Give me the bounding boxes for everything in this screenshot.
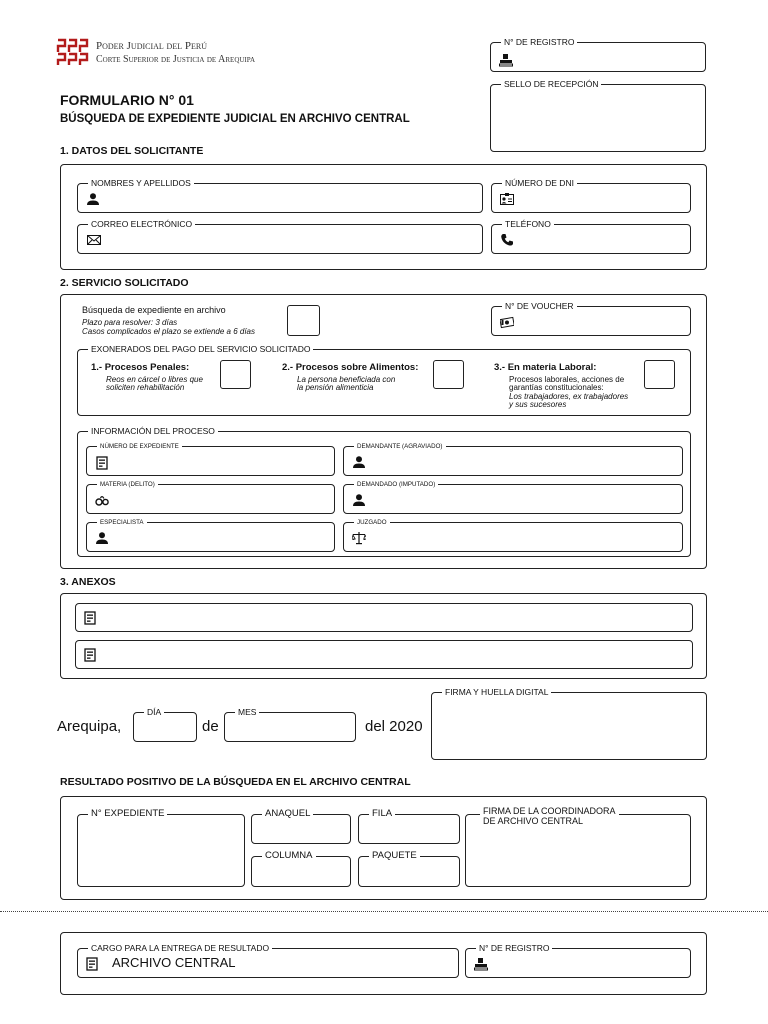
firma-huella-box[interactable] bbox=[431, 687, 707, 760]
voucher-icon bbox=[500, 315, 514, 329]
mail-icon bbox=[87, 233, 101, 247]
laboral-text-2: garantías constitucionales: bbox=[509, 383, 604, 392]
cargo-registro-field[interactable] bbox=[465, 943, 691, 978]
document-icon bbox=[85, 957, 99, 971]
cut-line bbox=[0, 911, 768, 912]
demandado-field[interactable] bbox=[343, 481, 683, 514]
laboral-text-1: Procesos laborales, acciones de bbox=[509, 375, 625, 384]
dni-field[interactable] bbox=[491, 178, 691, 213]
firma-coord-label-1: FIRMA DE LA COORDINADORA bbox=[480, 806, 619, 816]
fila-label: FILA bbox=[369, 809, 395, 819]
person-icon bbox=[352, 455, 366, 469]
dni-label: NÚMERO DE DNI bbox=[502, 178, 577, 188]
resultado-title: RESULTADO POSITIVO DE LA BÚSQUEDA EN EL ARCHIVO CENTRAL bbox=[60, 776, 411, 788]
registro-field[interactable] bbox=[490, 37, 706, 72]
laboral-text-4: y sus sucesores bbox=[509, 400, 567, 409]
section3-title: 3. ANEXOS bbox=[60, 576, 116, 588]
demandado-label: DEMANDADO (IMPUTADO) bbox=[354, 480, 438, 490]
exonerados-label: EXONERADOS DEL PAGO DEL SERVICIO SOLICITADO bbox=[88, 344, 313, 354]
sello-label: SELLO DE RECEPCIÓN bbox=[501, 79, 601, 89]
laboral-title: 3.- En materia Laboral: bbox=[494, 362, 597, 373]
materia-label: MATERIA (DELITO) bbox=[97, 480, 158, 490]
anaquel-label: ANAQUEL bbox=[262, 809, 313, 819]
columna-field[interactable] bbox=[251, 850, 351, 887]
penales-text-1: Reos en cárcel o libres que bbox=[106, 375, 203, 384]
id-card-icon bbox=[500, 192, 514, 206]
especialista-label: ESPECIALISTA bbox=[97, 518, 147, 528]
especialista-field[interactable] bbox=[86, 519, 335, 552]
expediente-field[interactable] bbox=[77, 808, 245, 887]
exonerados-box bbox=[77, 344, 691, 416]
document-icon bbox=[83, 611, 97, 625]
stamp-icon bbox=[499, 53, 513, 67]
voucher-label: N° DE VOUCHER bbox=[502, 301, 577, 311]
penales-text-2: soliciten rehabilitación bbox=[106, 383, 185, 392]
nombres-label: NOMBRES Y APELLIDOS bbox=[88, 178, 194, 188]
section1-box bbox=[60, 164, 707, 270]
handcuffs-icon bbox=[95, 493, 109, 507]
alimentos-checkbox[interactable] bbox=[433, 360, 464, 389]
materia-field[interactable] bbox=[86, 481, 335, 514]
logo bbox=[56, 38, 92, 66]
form-title: FORMULARIO N° 01 bbox=[60, 92, 194, 108]
firma-coord-label-2: DE ARCHIVO CENTRAL bbox=[483, 816, 584, 826]
info-proceso-label: INFORMACIÓN DEL PROCESO bbox=[88, 426, 218, 436]
mes-field[interactable] bbox=[224, 707, 356, 742]
anexo-field-2[interactable] bbox=[75, 640, 693, 669]
year-text: del 2020 bbox=[365, 718, 423, 735]
juzgado-label: JUZGADO bbox=[354, 518, 390, 528]
cargo-value: ARCHIVO CENTRAL bbox=[112, 955, 236, 970]
scale-of-justice-icon bbox=[352, 531, 366, 545]
telefono-field[interactable] bbox=[491, 219, 691, 254]
cargo-label: CARGO PARA LA ENTREGA DE RESULTADO bbox=[88, 943, 272, 953]
cargo-field[interactable] bbox=[77, 943, 459, 978]
document-icon bbox=[95, 456, 109, 470]
nombres-field[interactable] bbox=[77, 178, 483, 213]
columna-label: COLUMNA bbox=[262, 851, 316, 861]
mes-label: MES bbox=[235, 707, 259, 717]
de-text: de bbox=[202, 718, 219, 735]
alimentos-text-2: la pensión alimenticia bbox=[297, 383, 374, 392]
firma-huella-label: FIRMA Y HUELLA DIGITAL bbox=[442, 687, 551, 697]
busqueda-checkbox[interactable] bbox=[287, 305, 320, 336]
firma-coordinadora-box[interactable] bbox=[465, 806, 691, 887]
demandante-label: DEMANDANTE (AGRAVIADO) bbox=[354, 442, 446, 452]
anexo-field-1[interactable] bbox=[75, 603, 693, 632]
laboral-checkbox[interactable] bbox=[644, 360, 675, 389]
num-expediente-label: NÚMERO DE EXPEDIENTE bbox=[97, 442, 182, 452]
num-expediente-field[interactable] bbox=[86, 443, 335, 476]
city-text: Arequipa, bbox=[57, 718, 122, 735]
phone-icon bbox=[500, 233, 514, 247]
alimentos-text-1: La persona beneficiada con bbox=[297, 375, 396, 384]
registro-label: N° DE REGISTRO bbox=[501, 37, 577, 47]
penales-checkbox[interactable] bbox=[220, 360, 251, 389]
resultado-box bbox=[60, 796, 707, 900]
person-icon bbox=[352, 493, 366, 507]
org-name: Poder Judicial del Perú bbox=[96, 40, 207, 52]
section2-box bbox=[60, 294, 707, 569]
info-proceso-box bbox=[77, 426, 691, 557]
telefono-label: TELÉFONO bbox=[502, 219, 554, 229]
anaquel-field[interactable] bbox=[251, 808, 351, 844]
person-icon bbox=[95, 531, 109, 545]
penales-title: 1.- Procesos Penales: bbox=[91, 362, 190, 373]
expediente-label: N° EXPEDIENTE bbox=[88, 809, 167, 819]
section1-title: 1. DATOS DEL SOLICITANTE bbox=[60, 145, 204, 157]
section3-box bbox=[60, 593, 707, 679]
alimentos-title: 2.- Procesos sobre Alimentos: bbox=[282, 362, 419, 373]
sello-recepcion-box bbox=[490, 79, 706, 152]
section2-title: 2. SERVICIO SOLICITADO bbox=[60, 277, 189, 289]
paquete-field[interactable] bbox=[358, 850, 460, 887]
person-icon bbox=[86, 192, 100, 206]
voucher-field[interactable] bbox=[491, 301, 691, 336]
org-court: Corte Superior de Justicia de Arequipa bbox=[96, 54, 256, 65]
cargo-box bbox=[60, 932, 707, 995]
busqueda-label: Búsqueda de expediente en archivo bbox=[82, 305, 226, 315]
document-icon bbox=[83, 648, 97, 662]
paquete-label: PAQUETE bbox=[369, 851, 420, 861]
juzgado-field[interactable] bbox=[343, 519, 683, 552]
fila-field[interactable] bbox=[358, 808, 460, 844]
casos-text: Casos complicados el plazo se extiende a 6 días bbox=[82, 327, 255, 336]
dia-label: DÍA bbox=[144, 707, 164, 717]
laboral-text-3: Los trabajadores, ex trabajadores bbox=[509, 392, 629, 401]
demandante-field[interactable] bbox=[343, 443, 683, 476]
cargo-registro-label: N° DE REGISTRO bbox=[476, 943, 552, 953]
dia-field[interactable] bbox=[133, 707, 197, 742]
stamp-icon bbox=[474, 957, 488, 971]
form-subtitle: BÚSQUEDA DE EXPEDIENTE JUDICIAL EN ARCHIVO CENTRAL bbox=[60, 113, 410, 125]
correo-field[interactable] bbox=[77, 219, 483, 254]
correo-label: CORREO ELECTRÓNICO bbox=[88, 219, 195, 229]
plazo-text: Plazo para resolver: 3 días bbox=[82, 318, 178, 327]
